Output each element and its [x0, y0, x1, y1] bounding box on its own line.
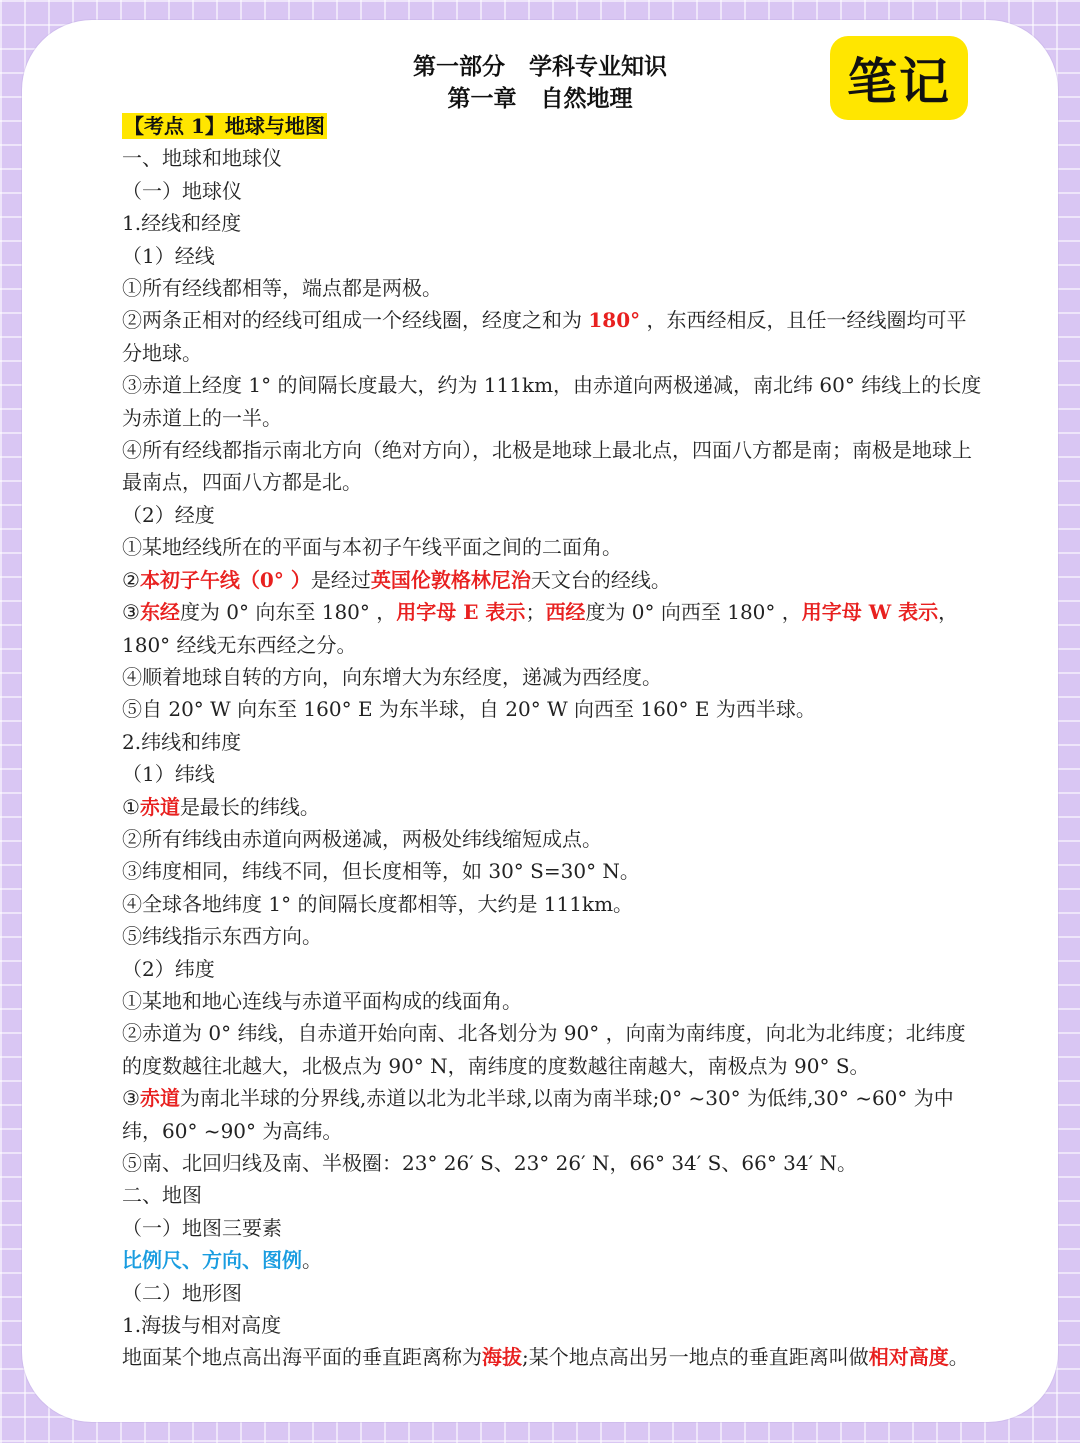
line-text: 1.海拔与相对高度: [122, 1313, 282, 1338]
part-title: 第一部分 学科专业知识: [412, 53, 668, 80]
note-line: [122, 953, 984, 985]
note-line: [122, 175, 984, 207]
notes-badge: 笔记: [830, 36, 968, 120]
line-text: 是经过: [310, 567, 371, 592]
note-line: [122, 1017, 984, 1082]
line-text: 地面某个地点高出海平面的垂直距离称为: [122, 1345, 482, 1370]
note-line: [122, 985, 984, 1017]
line-text: 是最长的纬线。: [179, 794, 320, 819]
note-line: [122, 272, 984, 304]
note-line: [122, 1179, 984, 1211]
note-line: [122, 304, 984, 369]
line-text: ;某个地点高出另一地点的垂直距离叫做: [522, 1345, 869, 1370]
line-text: ，东西经相反，且任一经线圈均可平分地球。: [122, 308, 967, 365]
line-text: ②赤道为 0° 纬线，自赤道开始向南、北各划分为 90° ，向南为南纬度，向北为北纬度；北纬度的度数越往北越大，北极点为 90° N，南纬度的度数越往南越大，南极点为 90° S。: [122, 1021, 966, 1078]
line-text: ⑤南、北回归线及南、半极圈：23° 26′ S、23° 26′ N，66° 34′ S、66° 34′ N。: [122, 1151, 858, 1175]
note-line: [122, 920, 984, 952]
line-text: （二）地形图: [122, 1280, 242, 1305]
line-text: （2）经度: [122, 502, 215, 527]
note-line: [122, 888, 984, 920]
line-text: ③纬度相同，纬线不同，但长度相等，如 30° S=30° N。: [122, 859, 640, 884]
line-text: ④所有经线都指示南北方向（绝对方向），北极是地球上最北点，四面八方都是南；南极是地球上最南点，四面八方都是北。: [122, 438, 972, 495]
line-text: 为南北半球的分界线,赤道以北为北半球,以南为南半球;0° ~30° 为低纬,30° ~60° 为中纬，60° ~90° 为高纬。: [122, 1086, 954, 1143]
note-line: [122, 823, 984, 855]
note-line: [122, 1277, 984, 1309]
line-text: ③: [122, 1086, 140, 1111]
kaodian-heading: [122, 110, 984, 142]
note-line: [122, 369, 984, 434]
line-text: 度为 0° 向东至 180° ，: [179, 600, 397, 625]
line-text: ①某地经线所在的平面与本初子午线平面之间的二面角。: [122, 535, 622, 560]
line-text: ⑤自 20° W 向东至 160° E 为东半球，自 20° W 向西至 160° E 为西半球。: [122, 697, 816, 722]
emphasis-blue-text: 比例尺、方向、图例: [122, 1248, 302, 1273]
line-text: （一）地图三要素: [122, 1215, 282, 1240]
emphasis-red-text: 本初子午线（0° ）: [139, 567, 311, 592]
note-line: [122, 1341, 984, 1373]
line-text: ②两条正相对的经线可组成一个经线圈，经度之和为: [122, 308, 589, 333]
line-text: 1.经线和经度: [122, 211, 242, 236]
emphasis-red-text: 东经: [139, 600, 180, 625]
line-text: 度为 0° 向西至 180° ，: [585, 600, 802, 625]
note-line: [122, 693, 984, 725]
line-text: ①: [122, 794, 140, 819]
note-lines: [122, 142, 984, 1373]
note-line: [122, 726, 984, 758]
note-line: [122, 855, 984, 887]
kaodian-highlight: 【考点 1】地球与地图: [124, 114, 325, 138]
line-text: （1）纬线: [122, 762, 215, 787]
line-text: （一）地球仪: [122, 178, 242, 203]
line-text: ⑤纬线指示东西方向。: [122, 924, 322, 949]
line-text: 2.纬线和纬度: [122, 729, 242, 754]
note-line: [122, 596, 984, 661]
line-text: 一、地球和地球仪: [122, 146, 282, 171]
line-text: ①某地和地心连线与赤道平面构成的线面角。: [122, 988, 522, 1013]
emphasis-red-text: 用字母 W 表示: [801, 600, 939, 625]
emphasis-red-text: 相对高度: [868, 1345, 949, 1370]
line-text: ②: [122, 567, 140, 592]
chapter-title: 第一章 自然地理: [447, 85, 633, 112]
emphasis-red-text: 赤道: [139, 1086, 180, 1111]
note-line: [122, 240, 984, 272]
line-text: ①所有经线都相等，端点都是两极。: [122, 276, 442, 301]
line-text: 。: [302, 1248, 322, 1273]
note-line: [122, 661, 984, 693]
emphasis-red-text: 西经: [545, 600, 586, 625]
line-text: ，180° 经线无东西经之分。: [122, 600, 959, 657]
emphasis-red-text: 海拔: [482, 1345, 522, 1370]
emphasis-red-text: 赤道: [139, 794, 180, 819]
line-text: ②所有纬线由赤道向两极递减，两极处纬线缩短成点。: [122, 826, 602, 851]
line-text: 天文台的经线。: [530, 567, 671, 592]
line-text: ③赤道上经度 1° 的间隔长度最大，约为 111km，由赤道向两极递减，南北纬 60° 纬线上的长度为赤道上的一半。: [122, 373, 982, 430]
emphasis-red-text: 用字母 E 表示: [396, 600, 526, 625]
note-line: [122, 434, 984, 499]
line-text: 二、地图: [122, 1183, 202, 1208]
note-content: [122, 110, 984, 1374]
note-line: [122, 142, 984, 174]
note-line: [122, 207, 984, 239]
note-line: [122, 1309, 984, 1341]
note-line: [122, 531, 984, 563]
note-line: [122, 1147, 984, 1179]
note-line: [122, 564, 984, 596]
line-text: 。: [948, 1345, 969, 1370]
line-text: ；: [525, 600, 546, 625]
note-line: [122, 791, 984, 823]
note-line: [122, 499, 984, 531]
line-text: ④顺着地球自转的方向，向东增大为东经度，递减为西经度。: [122, 664, 662, 689]
note-line: [122, 1212, 984, 1244]
note-line: [122, 1244, 984, 1276]
line-text: （2）纬度: [122, 956, 215, 981]
line-text: ③: [122, 600, 140, 625]
line-text: ④全球各地纬度 1° 的间隔长度都相等，大约是 111km。: [122, 891, 634, 916]
note-line: [122, 1082, 984, 1147]
emphasis-red-text: 180°: [588, 308, 641, 333]
line-text: （1）经线: [122, 243, 215, 268]
note-line: [122, 758, 984, 790]
emphasis-red-text: 英国伦敦格林尼治: [370, 567, 531, 592]
note-card: [22, 20, 1058, 1422]
